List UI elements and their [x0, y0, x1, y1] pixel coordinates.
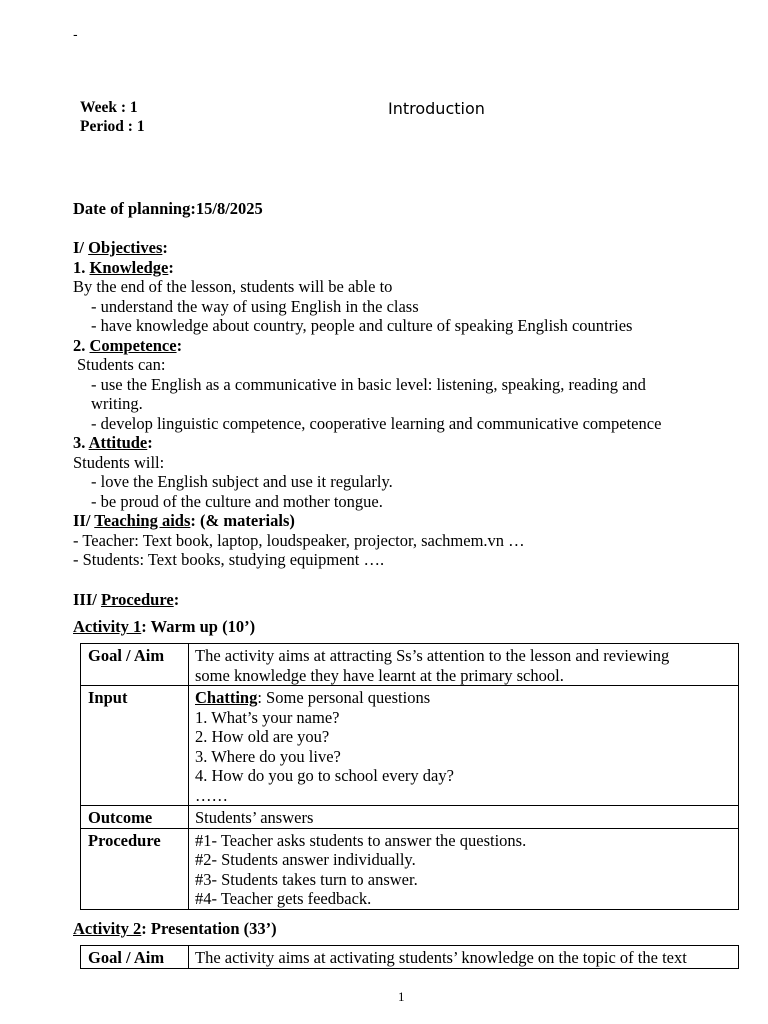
date-of-planning [73, 199, 263, 219]
input-head [195, 688, 732, 708]
attitude-heading [73, 433, 153, 453]
teaching-aid-item: - Students: Text books, studying equipment …. [73, 550, 385, 569]
goal-line: The activity aims at activating students’ knowledge on the topic of the text [195, 948, 687, 967]
goal-cell [189, 946, 739, 969]
procedure-step: #1- Teacher asks students to answer the questions. [195, 830, 527, 850]
competence-title: Competence [89, 336, 177, 355]
outcome-label: Outcome [81, 806, 189, 829]
activity-2-heading [73, 919, 277, 939]
week-label: Week : 1 [80, 99, 138, 116]
activity-1-title: : Warm up (10’) [141, 617, 256, 636]
page-number: 1 [398, 989, 405, 1004]
competence-item: writing. [91, 394, 143, 413]
attitude-intro: Students will: [73, 453, 165, 472]
knowledge-heading [73, 258, 174, 278]
knowledge-item: - have knowledge about country, people and culture of speaking English countries [91, 316, 633, 335]
chatting-label: Chatting [195, 688, 258, 707]
objectives-title: Objectives [88, 238, 163, 257]
teaching-aids-suffix: : (& materials) [190, 511, 295, 530]
table-row [81, 806, 739, 829]
input-line: 3. Where do you live? [195, 746, 341, 766]
attitude-item: - be proud of the culture and mother tongue. [91, 492, 383, 511]
procedure-prefix: III/ [73, 590, 101, 609]
period-label: Period : 1 [80, 118, 145, 135]
table-row [81, 644, 739, 686]
competence-item: - develop linguistic competence, cooperative learning and communicative competence [91, 414, 662, 433]
input-line: 1. What’s your name? [195, 707, 340, 727]
teaching-aids-title: Teaching aids [94, 511, 191, 530]
input-label: Input [81, 686, 189, 806]
competence-item: - use the English as a communicative in basic level: listening, speaking, reading and [91, 375, 646, 394]
page-title: Introduction [388, 99, 485, 118]
activity-1-label: Activity 1 [73, 617, 142, 636]
procedure-colon: : [173, 590, 180, 609]
objectives-prefix: I/ [73, 238, 89, 257]
table-row [81, 946, 739, 969]
teaching-aids-heading [73, 511, 295, 531]
knowledge-num: 1. [73, 258, 90, 277]
table-row [81, 828, 739, 909]
outcome-text: Students’ answers [195, 808, 314, 827]
teaching-aid-item: - Teacher: Text book, laptop, loudspeaker, projector, sachmem.vn … [73, 531, 525, 550]
activity-2-table [80, 945, 739, 969]
input-line: …… [195, 785, 228, 805]
attitude-num: 3. [73, 433, 89, 452]
competence-heading [73, 336, 182, 356]
activity-2-title: : Presentation (33’) [141, 919, 277, 938]
activity-1-table [80, 643, 739, 910]
attitude-title: Attitude [88, 433, 148, 452]
date-value: 15/8/2025 [195, 199, 263, 218]
procedure-heading [73, 590, 179, 610]
outcome-cell [189, 806, 739, 829]
objectives-colon: : [162, 238, 168, 257]
input-cell [189, 686, 739, 806]
activity-2-label: Activity 2 [73, 919, 142, 938]
competence-num: 2. [73, 336, 90, 355]
goal-line: The activity aims at attracting Ss’s attention to the lesson and reviewing [195, 646, 670, 665]
input-head-rest: : Some personal questions [257, 688, 431, 707]
teaching-aids-prefix: II/ [73, 511, 95, 530]
activity-1-heading [73, 617, 255, 637]
procedure-label: Procedure [81, 828, 189, 909]
procedure-title: Procedure [100, 590, 174, 609]
procedure-step: #2- Students answer individually. [195, 850, 416, 869]
knowledge-intro: By the end of the lesson, students will be able to [73, 277, 393, 296]
attitude-colon: : [147, 433, 153, 452]
knowledge-item: - understand the way of using English in the class [91, 297, 419, 316]
input-line: 4. How do you go to school every day? [195, 766, 454, 785]
procedure-step: #3- Students takes turn to answer. [195, 869, 418, 889]
goal-cell [189, 644, 739, 686]
procedure-step: #4- Teacher gets feedback. [195, 889, 372, 908]
objectives-heading [73, 238, 168, 258]
goal-label: Goal / Aim [81, 946, 189, 969]
competence-intro: Students can: [77, 355, 166, 374]
goal-label: Goal / Aim [81, 644, 189, 686]
knowledge-colon: : [168, 258, 174, 277]
goal-line: some knowledge they have learnt at the primary school. [195, 665, 564, 685]
date-label: Date of planning: [73, 199, 196, 218]
input-line: 2. How old are you? [195, 727, 330, 746]
attitude-item: - love the English subject and use it regularly. [91, 472, 393, 491]
header-dash: - [73, 28, 78, 43]
knowledge-title: Knowledge [89, 258, 169, 277]
procedure-cell [189, 828, 739, 909]
competence-colon: : [176, 336, 183, 355]
table-row [81, 686, 739, 806]
